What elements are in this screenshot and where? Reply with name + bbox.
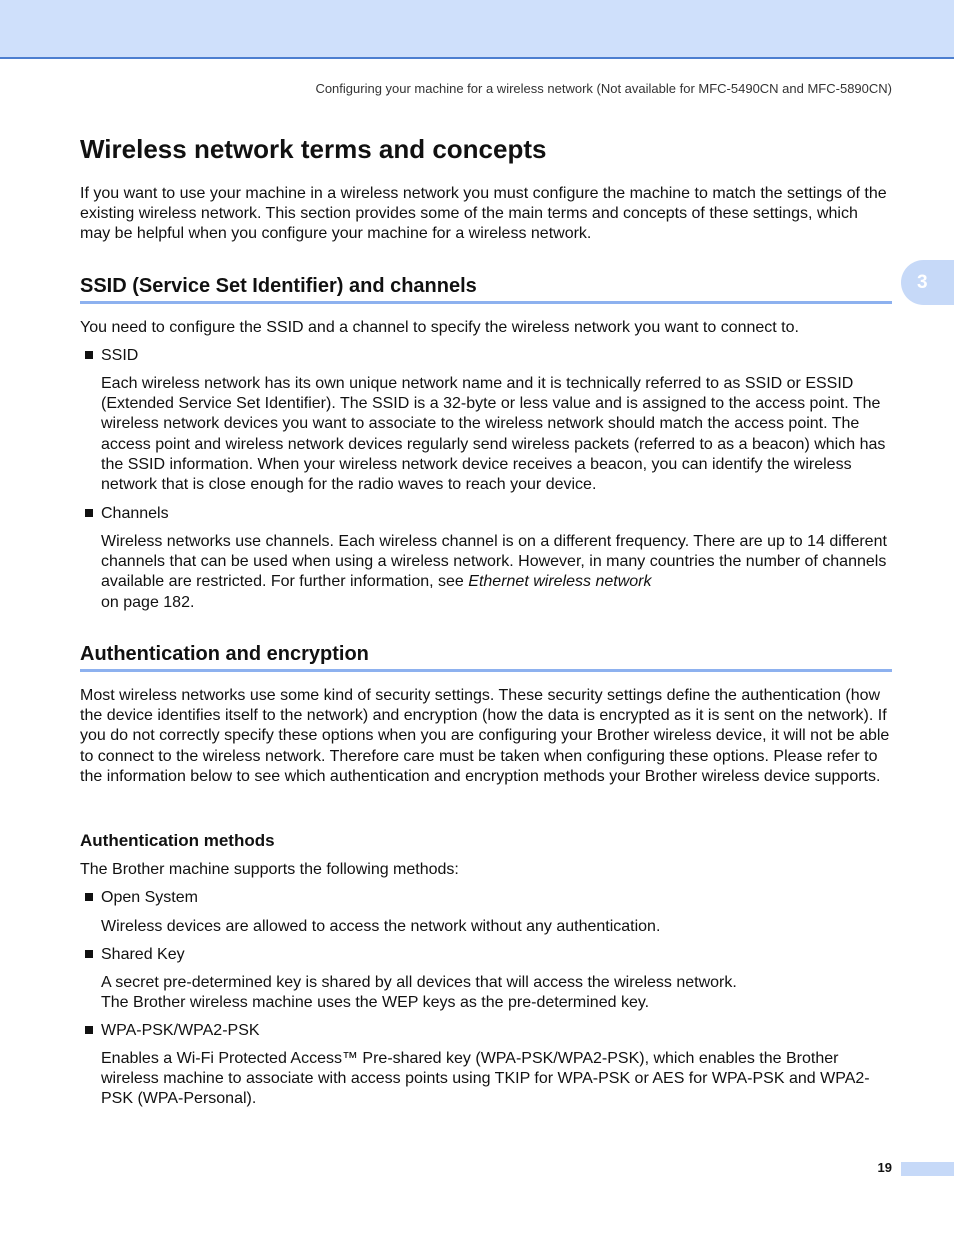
- ssid-description: Each wireless network has its own unique network name and it is technically referred to as SSID or ESSID (Extended Service Set Identifier). The SSID is a 32-byte or less value and is assigned to the access point. The wireless network devices you want to associate to the wireless network should match the access point. The access point and wireless network devices regularly send wireless packets (referred to as a beacon) which has the SSID information. When your wireless network device receives a beacon, you can identify the wireless network that is close enough for the radio waves to reach your device.: [101, 375, 886, 494]
- intro-paragraph: If you want to use your machine in a wireless network you must configure the machine to match the settings of the existing wireless network. This section provides some of the main terms and concepts of these settings, which may be helpful when you configure your machine for a wireless network.: [80, 185, 887, 243]
- auth-paragraph: Most wireless networks use some kind of security settings. These security settings define the authentication (how the device identifies itself to the network) and encryption (how the data is encrypted as it is sent on the network). If you do not correctly specify these options when you are configuring your Brother wireless device, it will not be able to connect to the wireless network. Therefore care must be taken when configuring these options. Please refer to the information below to see which authentication and encryption methods your Brother wireless device supports.: [80, 687, 890, 785]
- header-band: [0, 0, 954, 59]
- ssid-lead: You need to configure the SSID and a channel to specify the wireless network you want to connect to.: [80, 319, 799, 336]
- cross-reference-link[interactable]: Ethernet wireless network: [468, 573, 652, 591]
- footer-bar: [901, 1162, 954, 1176]
- open-system-description: Wireless devices are allowed to access the network without any authentication.: [101, 918, 661, 935]
- shared-key-bullet: [85, 945, 185, 965]
- channels-bullet: [85, 504, 169, 524]
- page-title: Wireless network terms and concepts: [80, 134, 547, 164]
- auth-methods-lead: The Brother machine supports the following methods:: [80, 861, 459, 878]
- wpa-label: WPA-PSK/WPA2-PSK: [101, 1022, 260, 1039]
- auth-methods-heading: Authentication methods: [80, 831, 275, 850]
- chapter-tab: 3: [901, 260, 954, 305]
- wpa-description: Enables a Wi-Fi Protected Access™ Pre-shared key (WPA-PSK/WPA2-PSK), which enables the Brother wireless machine to associate with access points using TKIP for WPA-PSK or AES for WPA-PSK and WPA2-PSK (WPA-Personal).: [101, 1050, 870, 1108]
- open-system-bullet: [85, 888, 198, 908]
- channels-bullet-label: Channels: [101, 505, 169, 522]
- shared-key-description: [101, 973, 893, 1013]
- shared-key-label: Shared Key: [101, 946, 185, 963]
- channels-text: Wireless networks use channels. Each wireless channel is on a different frequency. There are up to 14 different channels that can be used when using a wireless network. However, in many countries the number of channels available are restricted. For further information, see: [101, 533, 887, 591]
- bullet-square-icon: [85, 1026, 93, 1034]
- ssid-bullet: [85, 346, 138, 366]
- bullet-square-icon: [85, 893, 93, 901]
- shared-key-line-1: A secret pre-determined key is shared by all devices that will access the wireless network.: [101, 974, 737, 991]
- bullet-square-icon: [85, 351, 93, 359]
- bullet-square-icon: [85, 509, 93, 517]
- channels-description: [101, 532, 893, 613]
- wpa-bullet: [85, 1021, 260, 1041]
- channels-page-ref: on page 182.: [101, 593, 195, 611]
- bullet-square-icon: [85, 950, 93, 958]
- page-number: 19: [877, 1160, 892, 1175]
- open-system-label: Open System: [101, 889, 198, 906]
- shared-key-line-2: The Brother wireless machine uses the WEP keys as the pre-determined key.: [101, 994, 650, 1012]
- ssid-bullet-label: SSID: [101, 347, 139, 364]
- auth-heading: Authentication and encryption: [80, 643, 892, 672]
- running-header: Configuring your machine for a wireless network (Not available for MFC-5490CN and MFC-5890CN): [315, 81, 892, 96]
- ssid-heading: SSID (Service Set Identifier) and channels: [80, 275, 892, 304]
